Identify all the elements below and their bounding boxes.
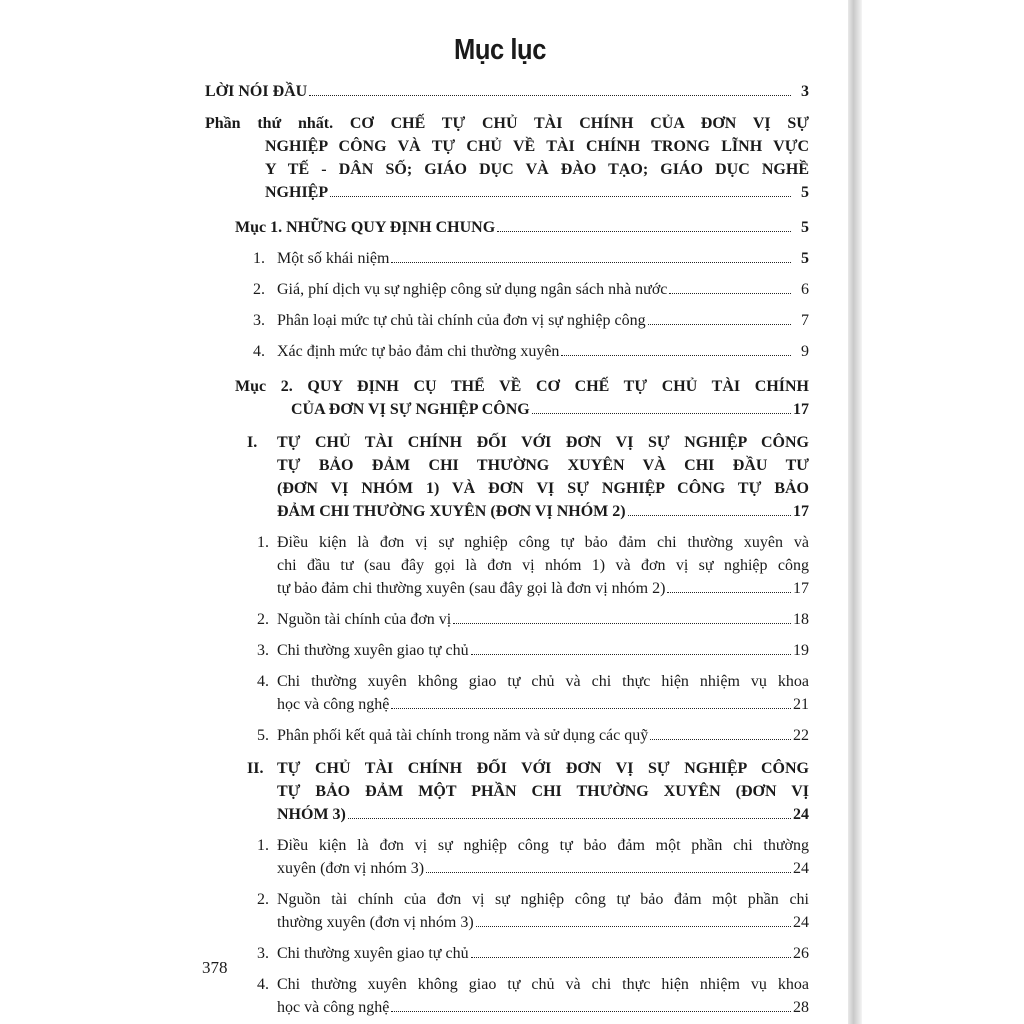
dot-leader <box>532 413 791 414</box>
toc-entry-line: chi đầu tư (sau đây gọi là đơn vị nhóm 1) và đơn vị sự nghiệp công <box>277 557 809 574</box>
toc-item-number: 1. <box>257 837 269 854</box>
toc-entry-line: Điều kiện là đơn vị sự nghiệp công tự bảo đảm một phần chi thường <box>277 837 809 854</box>
toc-page-number: 26 <box>793 945 809 962</box>
toc-page-number: 5 <box>801 250 809 267</box>
dot-leader <box>453 623 791 624</box>
toc-entry-line: NHÓM 3) <box>277 806 346 823</box>
toc-page-number: 28 <box>793 999 809 1016</box>
toc-item-number: 2. <box>253 281 265 298</box>
toc-item-number: 3. <box>253 312 265 329</box>
toc-item-number: 4. <box>253 343 265 360</box>
toc-page-number: 17 <box>793 580 809 597</box>
toc-entry-line: Điều kiện là đơn vị sự nghiệp công tự bảo đảm chi thường xuyên và <box>277 534 809 551</box>
toc-page-number: 18 <box>793 611 809 628</box>
table-of-contents <box>205 80 809 1019</box>
toc-item-number: 3. <box>257 642 269 659</box>
toc-entry-sec2-item-2 <box>205 888 809 934</box>
dot-leader <box>476 926 791 927</box>
toc-item-number: 3. <box>257 945 269 962</box>
toc-entry-line: Phần thứ nhất. CƠ CHẾ TỰ CHỦ TÀI CHÍNH CỦA ĐƠN VỊ SỰ <box>205 115 809 132</box>
toc-entry-line: TỰ CHỦ TÀI CHÍNH ĐỐI VỚI ĐƠN VỊ SỰ NGHIỆP CÔNG <box>277 434 809 451</box>
toc-entry-sec1-item-4 <box>205 670 809 716</box>
toc-entry-sec2-item-4 <box>205 973 809 1019</box>
toc-entry-line: Mục 2. QUY ĐỊNH CỤ THỂ VỀ CƠ CHẾ TỰ CHỦ TÀI CHÍNH <box>235 378 809 395</box>
toc-page-number: 22 <box>793 727 809 744</box>
toc-entry-line: NGHIỆP CÔNG VÀ TỰ CHỦ VỀ TÀI CHÍNH TRONG LĨNH VỰC <box>265 138 809 155</box>
toc-entry-muc-2 <box>205 375 809 421</box>
toc-page-number: 9 <box>801 343 809 360</box>
page-title: Mục lục <box>454 34 546 66</box>
toc-item-number: 2. <box>257 891 269 908</box>
dot-leader <box>471 957 791 958</box>
toc-page-number: 17 <box>793 401 809 418</box>
toc-entry-text: Giá, phí dịch vụ sự nghiệp công sử dụng ngân sách nhà nước <box>277 281 668 298</box>
toc-entry-line: thường xuyên (đơn vị nhóm 3) <box>277 914 474 931</box>
toc-entry-line: ĐẢM CHI THƯỜNG XUYÊN (ĐƠN VỊ NHÓM 2) <box>277 503 626 520</box>
toc-entry-line: tự bảo đảm chi thường xuyên (sau đây gọi là đơn vị nhóm 2) <box>277 580 666 597</box>
dot-leader <box>669 293 791 294</box>
dot-leader <box>309 95 791 96</box>
toc-entry-part-1 <box>205 112 809 204</box>
toc-page-number: 5 <box>801 219 809 236</box>
toc-entry-text: Một số khái niệm <box>277 250 390 267</box>
toc-page-number: 24 <box>793 806 809 823</box>
dot-leader <box>330 196 791 197</box>
dot-leader <box>561 355 791 356</box>
toc-entry-line: TỰ BẢO ĐẢM MỘT PHẦN CHI THƯỜNG XUYÊN (ĐƠN VỊ <box>277 783 809 800</box>
toc-item-number: 1. <box>253 250 265 267</box>
dot-leader <box>471 654 791 655</box>
toc-entry-line: Phân phối kết quả tài chính trong năm và sử dụng các quỹ <box>277 727 649 744</box>
toc-entry-line: học và công nghệ <box>277 696 390 713</box>
toc-section-number: II. <box>247 760 264 777</box>
toc-page-number: 17 <box>793 503 809 520</box>
dot-leader <box>667 592 791 593</box>
dot-leader <box>348 818 791 819</box>
toc-entry-line: xuyên (đơn vị nhóm 3) <box>277 860 425 877</box>
toc-entry-line: học và công nghệ <box>277 999 390 1016</box>
toc-entry-line: (ĐƠN VỊ NHÓM 1) VÀ ĐƠN VỊ SỰ NGHIỆP CÔNG TỰ BẢO <box>277 480 809 497</box>
dot-leader <box>628 515 791 516</box>
toc-entry-muc1-item-1 <box>205 247 809 270</box>
toc-entry-text: LỜI NÓI ĐẦU <box>205 83 308 100</box>
toc-entry-line: Chi thường xuyên giao tự chủ <box>277 945 469 962</box>
toc-entry-line: Chi thường xuyên không giao tự chủ và chi thực hiện nhiệm vụ khoa <box>277 673 809 690</box>
book-gutter-shadow <box>848 0 862 1024</box>
page-number: 378 <box>202 958 228 977</box>
toc-item-number: 4. <box>257 976 269 993</box>
toc-page-number: 21 <box>793 696 809 713</box>
toc-item-number: 2. <box>257 611 269 628</box>
toc-entry-line: Nguồn tài chính của đơn vị sự nghiệp công tự bảo đảm một phần chi <box>277 891 809 908</box>
toc-entry-muc1-item-4 <box>205 340 809 363</box>
toc-entry-sec1-item-5 <box>205 724 809 747</box>
toc-entry-text: Xác định mức tự bảo đảm chi thường xuyên <box>277 343 560 360</box>
toc-entry-sec2-item-1 <box>205 834 809 880</box>
toc-section-number: I. <box>247 434 258 451</box>
toc-entry-sec1-item-1 <box>205 531 809 600</box>
toc-entry-preface <box>205 80 809 103</box>
toc-entry-muc1-item-3 <box>205 309 809 332</box>
toc-page-number: 7 <box>801 312 809 329</box>
toc-entry-line: TỰ CHỦ TÀI CHÍNH ĐỐI VỚI ĐƠN VỊ SỰ NGHIỆP CÔNG <box>277 760 809 777</box>
dot-leader <box>497 231 791 232</box>
toc-entry-line: NGHIỆP <box>265 184 329 201</box>
toc-entry-text: Mục 1. NHỮNG QUY ĐỊNH CHUNG <box>235 219 496 236</box>
dot-leader <box>650 739 791 740</box>
toc-entry-line: Y TẾ - DÂN SỐ; GIÁO DỤC VÀ ĐÀO TẠO; GIÁO DỤC NGHỀ <box>265 161 809 178</box>
toc-entry-line: TỰ BẢO ĐẢM CHI THƯỜNG XUYÊN VÀ CHI ĐẦU TƯ <box>277 457 809 474</box>
toc-entry-muc-1 <box>205 216 809 239</box>
dot-leader <box>426 872 791 873</box>
toc-item-number: 1. <box>257 534 269 551</box>
toc-entry-sec1-item-2 <box>205 608 809 631</box>
toc-item-number: 4. <box>257 673 269 690</box>
toc-entry-muc1-item-2 <box>205 278 809 301</box>
toc-page-number: 19 <box>793 642 809 659</box>
toc-entry-text: Phân loại mức tự chủ tài chính của đơn vị sự nghiệp công <box>277 312 646 329</box>
toc-page-number: 24 <box>793 914 809 931</box>
toc-page-number: 3 <box>801 83 809 100</box>
toc-entry-line: CỦA ĐƠN VỊ SỰ NGHIỆP CÔNG <box>291 401 530 418</box>
toc-entry-sec2-item-3 <box>205 942 809 965</box>
toc-item-number: 5. <box>257 727 269 744</box>
toc-entry-line: Chi thường xuyên không giao tự chủ và chi thực hiện nhiệm vụ khoa <box>277 976 809 993</box>
toc-page-number: 5 <box>801 184 809 201</box>
toc-page-number: 24 <box>793 860 809 877</box>
toc-entry-section-2 <box>205 757 809 826</box>
dot-leader <box>391 262 791 263</box>
toc-entry-section-1 <box>205 431 809 523</box>
toc-page-number: 6 <box>801 281 809 298</box>
dot-leader <box>391 708 791 709</box>
toc-entry-sec1-item-3 <box>205 639 809 662</box>
toc-entry-line: Nguồn tài chính của đơn vị <box>277 611 452 628</box>
dot-leader <box>391 1011 791 1012</box>
dot-leader <box>648 324 791 325</box>
toc-entry-line: Chi thường xuyên giao tự chủ <box>277 642 469 659</box>
